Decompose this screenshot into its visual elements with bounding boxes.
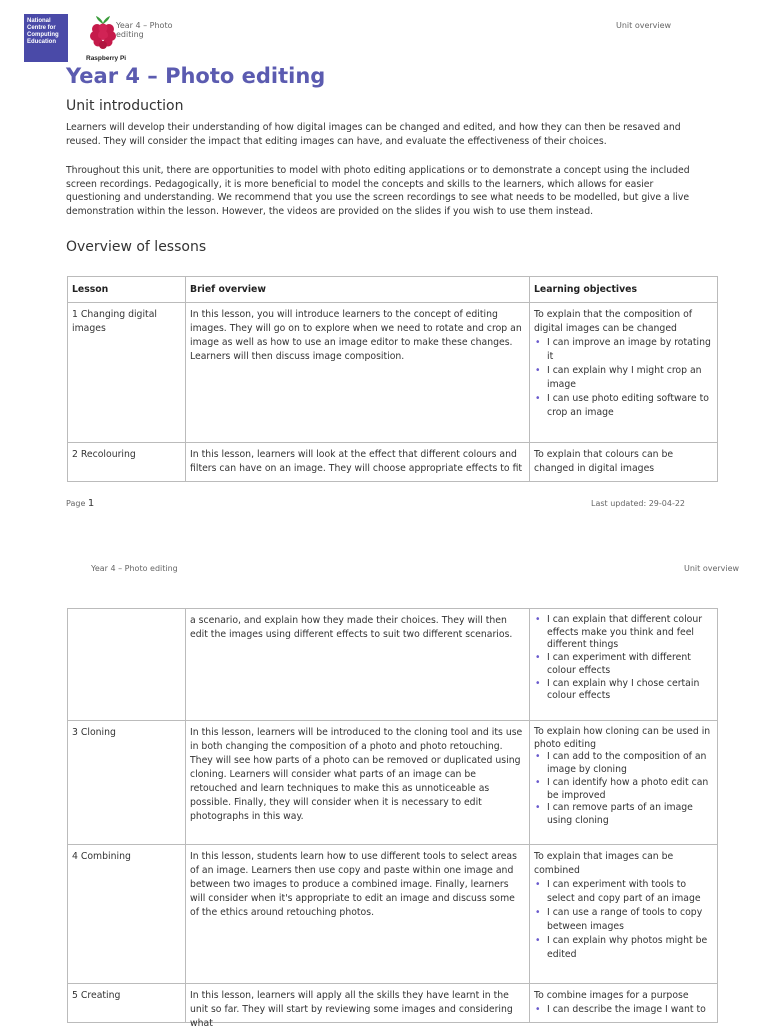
table-row <box>68 984 718 1023</box>
raspberry-pi-label: Raspberry Pi <box>86 55 127 62</box>
objective-list <box>534 1003 713 1017</box>
objective-block <box>534 989 713 1017</box>
objective-list <box>534 614 713 703</box>
lesson-cell <box>68 609 186 721</box>
lesson-cell: 4 Combining <box>68 845 186 984</box>
page-number <box>66 498 94 509</box>
objective-bullet: • I can explain why photos might be edited <box>547 934 713 962</box>
column-header-overview: Brief overview <box>186 277 530 303</box>
lesson-cell <box>68 443 186 482</box>
overview-cell: In this lesson, you will introduce learners to the concept of editing images. They will go on to explore when we need to rotate and crop an image as well as how to use an image editor to make these changes. Learners will then discuss image composition. <box>186 303 530 443</box>
page-number-value: 1 <box>87 498 95 509</box>
objective-text: To explain that the composition of digital images can be changed <box>534 309 693 334</box>
objective-bullet: • I can add to the composition of an image by cloning <box>547 751 713 776</box>
table-header-row <box>68 277 718 303</box>
overview-cell: In this lesson, learners will be introduced to the cloning tool and its use in both changing the composition of a photo and photo retouching. They will see how parts of a photo can be removed or duplicated using cloning. Learners will consider what parts of an image can be retouched and learn techniques to make this as unnoticeable as possible. Finally, they will consider when it is necessary to edit photographs in this way. <box>186 721 530 845</box>
page2-header-doc-title: Year 4 – Photo editing <box>91 564 178 573</box>
objective-bullet: • I can experiment with different colour effects <box>547 652 713 677</box>
column-header-objectives: Learning objectives <box>530 277 718 303</box>
overview-heading: Overview of lessons <box>66 239 207 255</box>
objectives-cell <box>530 303 718 443</box>
page-label: Page <box>66 499 86 508</box>
objective-bullet: • I can remove parts of an image using cloning <box>547 802 713 827</box>
overview-text: In this lesson, learners will look at the effect that different colours and filters can have on an image. They will choose appropriate effects to fit <box>190 449 523 474</box>
lesson-text: 5 Creating <box>72 990 121 1001</box>
overview-cell: In this lesson, students learn how to use different tools to select areas of an image. Learners then use copy and paste within one image and between two images to produce a combined image. Finally, learners will consider when it's appropriate to edit an image and discuss some of the ethics around retouching photos. <box>186 845 530 984</box>
page-title: Year 4 – Photo editing <box>66 64 326 88</box>
objectives-cell <box>530 609 718 721</box>
objectives-cell <box>530 984 718 1023</box>
objective-bullet: • I can use a range of tools to copy between images <box>547 906 713 934</box>
page2-header-section: Unit overview <box>684 564 740 573</box>
lessons-table-page1 <box>67 276 718 482</box>
last-updated: Last updated: 29-04-22 <box>591 499 686 508</box>
objectives-cell <box>530 845 718 984</box>
overview-cell <box>186 443 530 482</box>
header-doc-title: Year 4 – Photo editing <box>116 21 173 39</box>
lesson-text: 2 Recolouring <box>72 449 136 460</box>
intro-paragraph-1: Learners will develop their understanding of how digital images can be changed and edited, and how they can then be resaved and reused. They will consider the impact that editing images can have, and evaluate the effectiveness of their choices. <box>66 122 681 147</box>
objective-bullet: • I can explain why I might crop an image <box>547 364 713 392</box>
lesson-cell: 3 Cloning <box>68 721 186 845</box>
table-row <box>68 721 718 845</box>
objective-list <box>534 751 713 827</box>
table-row <box>68 303 718 443</box>
lesson-cell <box>68 984 186 1023</box>
table-row <box>68 845 718 984</box>
overview-cell <box>186 984 530 1029</box>
objective-text: To explain that colours can be changed in digital images <box>534 449 674 474</box>
objective-text: To explain that images can be combined <box>534 851 674 876</box>
ncce-logo-text: National Centre for Computing Education <box>27 18 59 45</box>
objective-bullet: • I can explain why I chose certain colour effects <box>547 678 713 703</box>
objective-bullet: • I can improve an image by rotating it <box>547 336 713 364</box>
objective-bullet: • I can explain that different colour effects make you think and feel different things <box>547 614 713 652</box>
objective-list <box>534 878 713 962</box>
header-section: Unit overview <box>616 21 672 30</box>
intro-paragraph-2: Throughout this unit, there are opportunities to model with photo editing applications or to demonstrate a concept using the included screen recordings. Pedagogically, it is more beneficial to model the concepts and skills to the learners, which allows for easier questioning and understanding. We recommend that you use the screen recordings to see what needs to be modelled, but give a live demonstration within the lesson. However, the videos are provided on the slides if you wish to use them instead. <box>66 165 690 217</box>
lesson-cell: 1 Changing digital images <box>68 303 186 443</box>
objective-bullet: • I can describe the image I want to <box>547 1003 713 1017</box>
objective-text: To combine images for a purpose <box>534 990 689 1001</box>
objective-bullet: • I can experiment with tools to select and copy part of an image <box>547 878 713 906</box>
column-header-lesson: Lesson <box>68 277 186 303</box>
overview-text: In this lesson, learners will apply all the skills they have learnt in the unit so far. They will start by reviewing some images and considering what <box>190 990 513 1029</box>
raspberry-pi-logo <box>86 14 127 62</box>
raspberry-icon <box>88 14 118 50</box>
objective-text: To explain how cloning can be used in photo editing <box>534 726 711 750</box>
table-row <box>68 609 718 721</box>
objective-list <box>534 336 713 420</box>
table-row <box>68 443 718 482</box>
lessons-table-page2 <box>67 608 718 1029</box>
objectives-cell <box>530 721 718 845</box>
unit-introduction-heading: Unit introduction <box>66 98 184 114</box>
ncce-logo <box>24 14 68 62</box>
overview-cell: a scenario, and explain how they made their choices. They will then edit the images using different effects to suit two different scenarios. <box>186 609 530 721</box>
objective-bullet: • I can identify how a photo edit can be improved <box>547 777 713 802</box>
objective-bullet: • I can use photo editing software to crop an image <box>547 392 713 420</box>
objectives-cell <box>530 443 718 482</box>
